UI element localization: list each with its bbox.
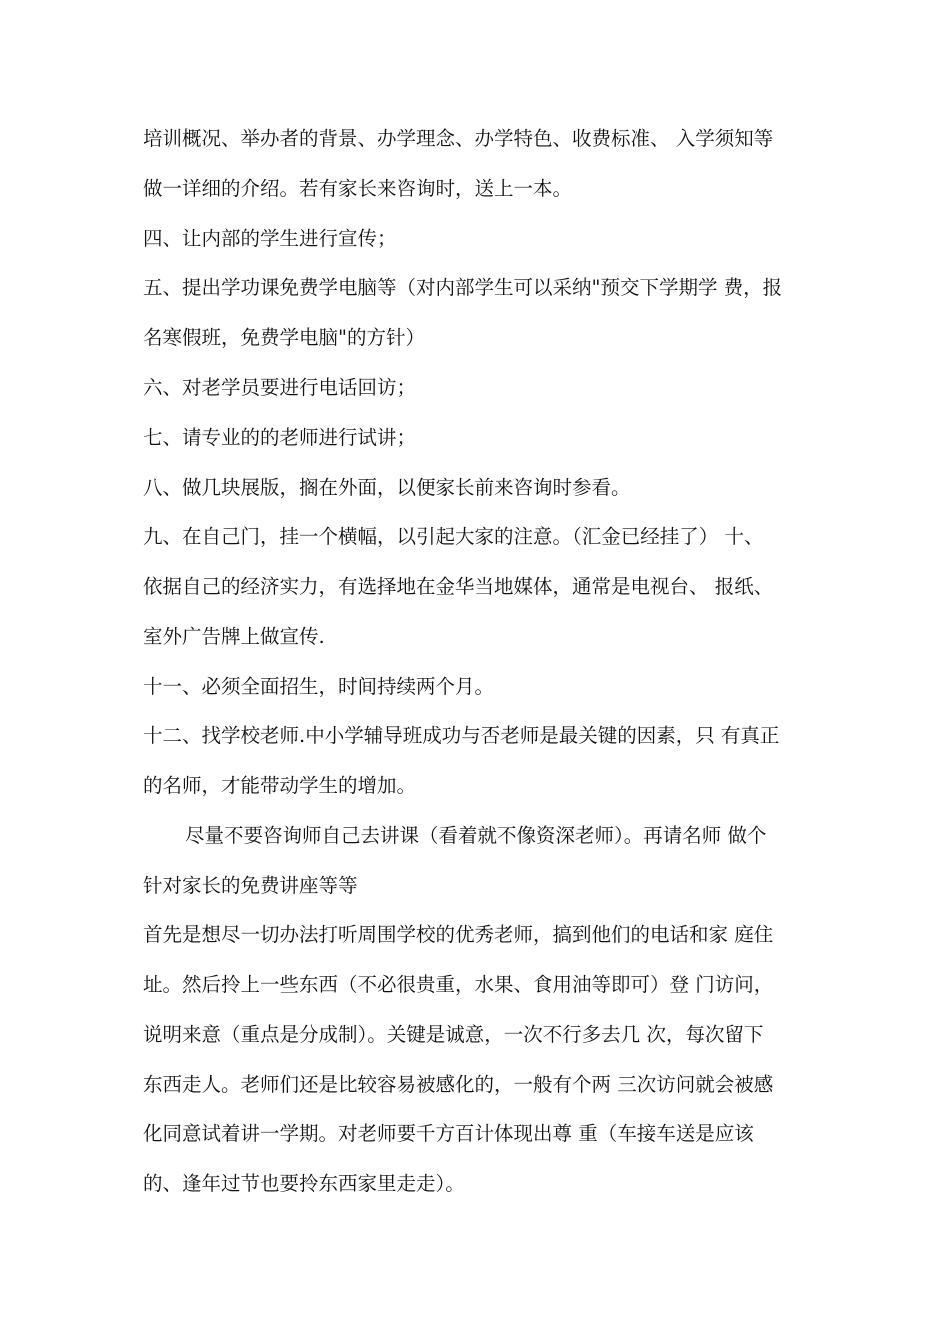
text-line: 室外广告牌上做宣传.	[143, 625, 325, 648]
text-line: 五、提出学功课免费学电脑等（对内部学生可以采纳"预交下学期学 费，报	[143, 276, 783, 299]
text-line: 尽量不要咨询师自己去讲课（看着就不像资深老师）。再请名师 做个	[185, 824, 767, 847]
text-line: 针对家长的免费讲座等等	[143, 874, 358, 897]
text-line: 名寒假班，免费学电脑"的方针）	[143, 326, 425, 349]
text-line: 十二、找学校老师.中小学辅导班成功与否老师是最关键的因素，只 有真正	[143, 724, 780, 747]
text-line: 化同意试着讲一学期。对老师要千方百计体现出尊 重（车接车送是应该	[143, 1122, 754, 1145]
text-line: 七、请专业的的老师进行试讲；	[143, 426, 417, 449]
text-line: 培训概况、举办者的背景、办学理念、办学特色、收费标准、 入学须知等	[143, 127, 774, 150]
text-line: 九、在自己门，挂一个横幅，以引起大家的注意。（汇金已经挂了） 十、	[143, 525, 764, 548]
text-line: 的名师，才能带动学生的增加。	[143, 774, 417, 797]
text-line: 十一、必须全面招生，时间持续两个月。	[143, 675, 495, 698]
text-line: 的、逢年过节也要拎东西家里走走）。	[143, 1172, 465, 1195]
text-line: 依据自己的经济实力，有选择地在金华当地媒体，通常是电视台、 报纸、	[143, 575, 774, 598]
text-line: 址。然后拎上一些东西（不必很贵重，水果、食用油等即可）登 门访问，	[143, 973, 774, 996]
text-line: 首先是想尽一切办法打听周围学校的优秀老师，搞到他们的电话和家 庭住	[143, 923, 774, 946]
text-line: 六、对老学员要进行电话回访；	[143, 376, 417, 399]
text-line: 说明来意（重点是分成制）。关键是诚意，一次不行多去几 次，每次留下	[143, 1023, 764, 1046]
text-line: 八、做几块展版，搁在外面，以便家长前来咨询时参看。	[143, 476, 631, 499]
text-line: 做一详细的介绍。若有家长来咨询时，送上一本。	[143, 177, 573, 200]
text-line: 东西走人。老师们还是比较容易被感化的，一般有个两 三次访问就会被感	[143, 1073, 774, 1096]
text-line: 四、让内部的学生进行宣传；	[143, 227, 397, 250]
